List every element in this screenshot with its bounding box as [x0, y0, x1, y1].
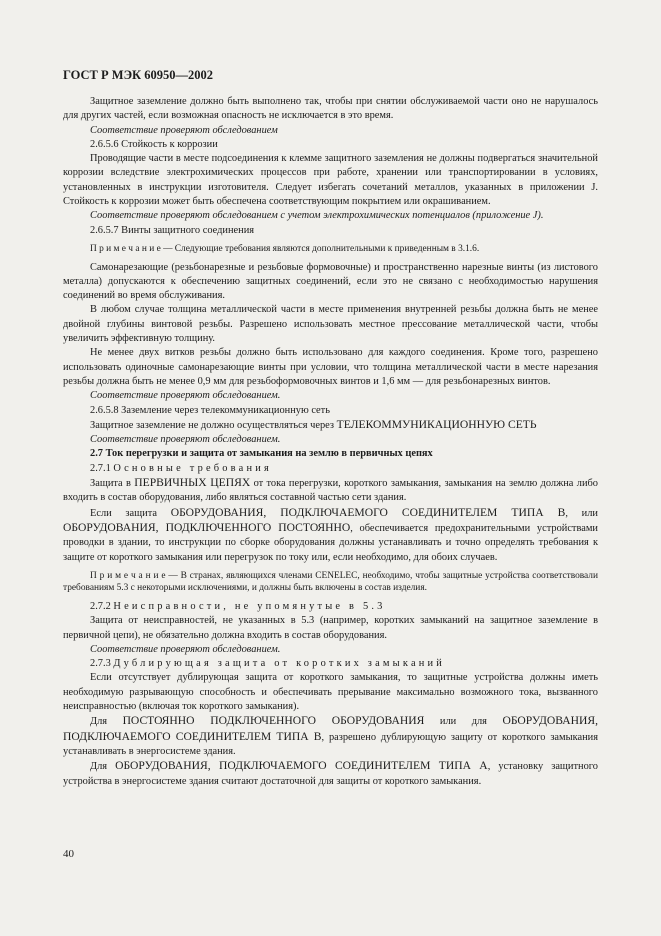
text-run: Если защита — [90, 507, 157, 519]
section-number: 2.7.3 — [90, 658, 111, 670]
defined-term: ОБОРУДОВАНИЯ, ПОДКЛЮЧАЕМОГО СОЕДИНИТЕЛЕМ ТИПА А — [115, 759, 488, 773]
paragraph — [63, 476, 598, 506]
defined-term: ОБОРУДОВАНИЯ, ПОДКЛЮЧАЕМОГО СОЕДИНИТЕЛЕМ ТИПА В — [63, 714, 599, 743]
text-run: , установку защитного устройства в энергосистеме здания считают достаточной для защиты от короткого замыкания. — [63, 761, 598, 787]
text-run: Защита в — [90, 478, 131, 490]
compliance-note: Соответствие проверяют обследованием. — [90, 390, 281, 402]
text-run: , разрешено дублирующую защиту от короткого замыкания устанавливать в энергосистеме здания. — [63, 731, 598, 757]
paragraph — [63, 759, 598, 789]
section-title: Дублирующая защита от коротких замыканий — [113, 658, 446, 670]
defined-term: ОБОРУДОВАНИЯ, ПОДКЛЮЧАЕМОГО СОЕДИНИТЕЛЕМ ТИПА В — [170, 505, 566, 519]
defined-term: ПЕРВИЧНЫХ ЦЕПЯХ — [134, 476, 251, 490]
text-run: Для — [90, 716, 108, 728]
note: П р и м е ч а н и е — Следующие требования являются дополнительными к приведенным в 3.1.6. — [90, 243, 480, 254]
document-body — [63, 95, 598, 789]
text-run: от тока перегрузки, короткого замыкания, замыкания на землю должна либо входить в состав оборудования, либо являться составной частью сети здания. — [63, 478, 598, 504]
text-run: , или — [565, 507, 598, 519]
section-number: 2.7.1 — [90, 462, 111, 474]
page-number: 40 — [63, 848, 74, 860]
compliance-note: Соответствие проверяют обследованием с учетом электрохимических потенциалов (приложение J). — [90, 210, 544, 222]
compliance-note: Соответствие проверяют обследованием. — [90, 434, 281, 446]
section-heading — [63, 462, 598, 476]
defined-term: ПОСТОЯННО ПОДКЛЮЧЕННОГО ОБОРУДОВАНИЯ — [122, 714, 425, 728]
defined-term: ТЕЛЕКОММУНИКАЦИОННУЮ СЕТЬ — [336, 417, 537, 431]
paragraph: Защитное заземление должно быть выполнено так, чтобы при снятии обслуживаемой части оно не нарушалось для других частей, если возможная опасность не исключается в это время. — [63, 96, 598, 122]
section-heading: 2.7 Ток перегрузки и защита от замыкания на землю в первичных цепях — [90, 448, 433, 460]
text-run: , обеспечивается предохранительными устройствами проводки в здании, то инструкции по сборке оборудования должны устанавливать и точно определять требования к защите от короткого замыкания или перегрузок по току или, если необходимо, для обоих случаев. — [63, 522, 598, 563]
paragraph: Самонарезающие (резьбонарезные и резьбовые формовочные) и пространственно нарезные винты (из листового металла) допускаются к обеспечению защитных соединений, если это не связано с необходимостью нарушения соединений во время обслуживания. — [63, 261, 598, 302]
section-title: Основные требования — [113, 462, 272, 474]
text-run: Для — [90, 761, 108, 773]
paragraph — [63, 418, 598, 433]
paragraph: В любом случае толщина металлической части в месте применения внутренней резьбы должна быть не менее двойной глубины винтовой резьбы. Разрешено использовать местное прессование металлической части, чтобы увеличить эффективную толщину. — [63, 304, 598, 345]
section-number: 2.7.2 — [90, 600, 111, 612]
text-run: или для — [439, 716, 487, 728]
section-heading: 2.6.5.6 Стойкость к коррозии — [90, 138, 218, 150]
paragraph: Проводящие части в месте подсоединения к клемме защитного заземления не должны подвергаться значительной коррозии вследствие электрохимических процессов при работе, хранении или транспортировании в условиях, установленных в инструкции изготовителя. Следует избегать сочетаний металлов, указанных в приложении J. Стойкость к коррозии может быть обеспечена соответствующим покрытием или окрашиванием. — [63, 153, 598, 208]
defined-term: ОБОРУДОВАНИЯ, ПОДКЛЮЧЕННОГО ПОСТОЯННО — [63, 520, 351, 534]
text-run: Защитное заземление не должно осуществляться через — [90, 419, 335, 431]
paragraph — [63, 506, 598, 565]
paragraph: Не менее двух витков резьбы должно быть использовано для каждого соединения. Кроме того, разрешено использовать одиночные самонарезающие винты при условии, что толщина металлической части в месте нарезания резьбы должна быть не менее 0,9 мм для резьбоформовочных винтов и 1,6 мм — для резьбонарезных винтов. — [63, 347, 598, 387]
compliance-note: Соответствие проверяют обследованием — [90, 124, 278, 136]
compliance-note: Соответствие проверяют обследованием. — [90, 643, 281, 655]
section-heading — [63, 657, 598, 671]
paragraph: Если отсутствует дублирующая защита от короткого замыкания, то защитные устройства должны иметь необходимую разрывающую способность и обеспечивать прерывание максимально возможного тока, вызванного неисправностью (включая ток короткого замыкания). — [63, 672, 598, 713]
section-heading: 2.6.5.7 Винты защитного соединения — [90, 224, 255, 236]
section-heading: 2.6.5.8 Заземление через телекоммуникационную сеть — [90, 404, 330, 416]
document-header: ГОСТ Р МЭК 60950—2002 — [63, 68, 213, 82]
paragraph — [63, 714, 598, 759]
section-title: Неисправности, не упомянутые в 5.3 — [113, 600, 386, 612]
section-heading — [63, 600, 598, 614]
paragraph: Защита от неисправностей, не указанных в 5.3 (например, коротких замыканий на защитное заземление в первичной цепи), не обязательно должна входить в состав оборудования. — [63, 615, 598, 641]
note: П р и м е ч а н и е — В странах, являющихся членами CENELEC, необходимо, чтобы защитные устройства соответствовали требованиям 5.3 с некоторыми исключениями, и должны быть включены в состав изделия. — [63, 570, 598, 594]
